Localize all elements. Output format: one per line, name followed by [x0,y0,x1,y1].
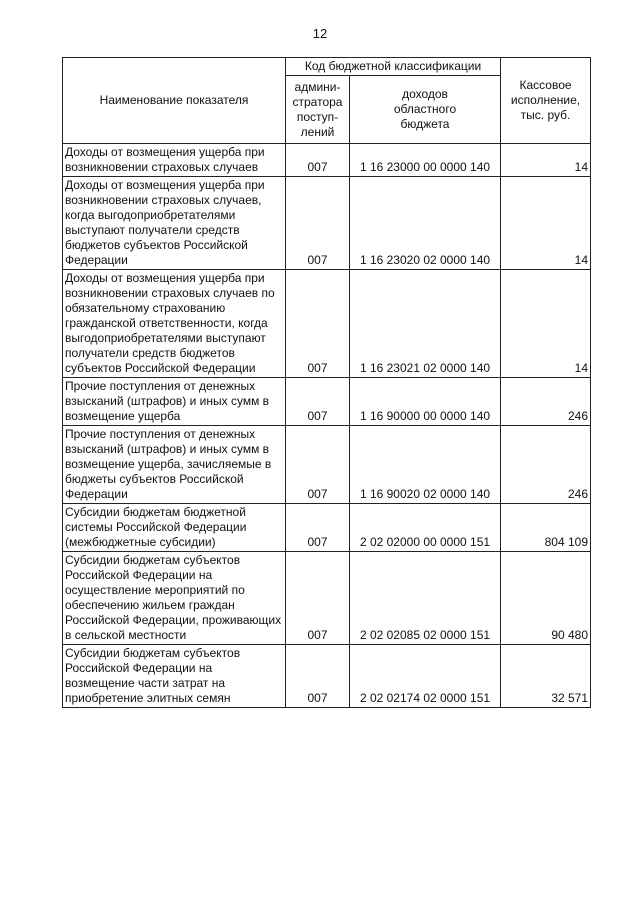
table-row [63,378,591,426]
row-amount: 14 [501,177,591,270]
row-admin-code: 007 [286,378,350,426]
row-income-code: 1 16 23000 00 0000 140 [350,144,501,177]
row-income-code: 2 02 02174 02 0000 151 [350,645,501,708]
row-amount: 246 [501,378,591,426]
row-admin-code: 007 [286,552,350,645]
row-income-code: 2 02 02000 00 0000 151 [350,504,501,552]
table-row [63,504,591,552]
row-income-code: 1 16 23020 02 0000 140 [350,177,501,270]
column-header-name: Наименование показателя [63,58,286,144]
row-admin-code: 007 [286,144,350,177]
row-name: Прочие поступления от денежных взысканий (штрафов) и иных сумм в возмещение ущерба [63,378,286,426]
column-header-admin: админи- стратора поступ- лений [286,76,350,144]
page-number: 12 [312,26,328,41]
row-income-code: 1 16 90020 02 0000 140 [350,426,501,504]
table-row [63,144,591,177]
table-row [63,177,591,270]
row-amount: 804 109 [501,504,591,552]
row-admin-code: 007 [286,426,350,504]
row-name: Субсидии бюджетам субъектов Российской Федерации на возмещение части затрат на приобретение элитных семян [63,645,286,708]
row-admin-code: 007 [286,270,350,378]
table-row [63,645,591,708]
row-name: Доходы от возмещения ущерба при возникновении страховых случаев по обязательному страхованию гражданской ответственности, когда выгодоприобретателями выступают получатели средств бюджетов субъектов Российской Федерации [63,270,286,378]
column-header-income: доходов областного бюджета [350,76,501,144]
row-admin-code: 007 [286,177,350,270]
row-name: Прочие поступления от денежных взысканий (штрафов) и иных сумм в возмещение ущерба, зачисляемые в бюджеты субъектов Российской Федерации [63,426,286,504]
row-name: Субсидии бюджетам бюджетной системы Российской Федерации (межбюджетные субсидии) [63,504,286,552]
row-amount: 246 [501,426,591,504]
row-amount: 32 571 [501,645,591,708]
row-income-code: 2 02 02085 02 0000 151 [350,552,501,645]
row-amount: 14 [501,144,591,177]
row-admin-code: 007 [286,645,350,708]
row-admin-code: 007 [286,504,350,552]
table-row [63,426,591,504]
row-amount: 90 480 [501,552,591,645]
column-header-classification: Код бюджетной классификации [286,58,501,76]
table-row [63,270,591,378]
row-income-code: 1 16 23021 02 0000 140 [350,270,501,378]
table-row [63,552,591,645]
row-amount: 14 [501,270,591,378]
row-name: Субсидии бюджетам субъектов Российской Федерации на осуществление мероприятий по обеспечению жильем граждан Российской Федерации, проживающих в сельской местности [63,552,286,645]
header-row-top [63,58,591,76]
column-header-cash: Кассовое исполнение, тыс. руб. [501,58,591,144]
row-income-code: 1 16 90000 00 0000 140 [350,378,501,426]
budget-table [62,57,591,708]
row-name: Доходы от возмещения ущерба при возникновении страховых случаев, когда выгодоприобретателями выступают получатели средств бюджетов субъектов Российской Федерации [63,177,286,270]
row-name: Доходы от возмещения ущерба при возникновении страховых случаев [63,144,286,177]
